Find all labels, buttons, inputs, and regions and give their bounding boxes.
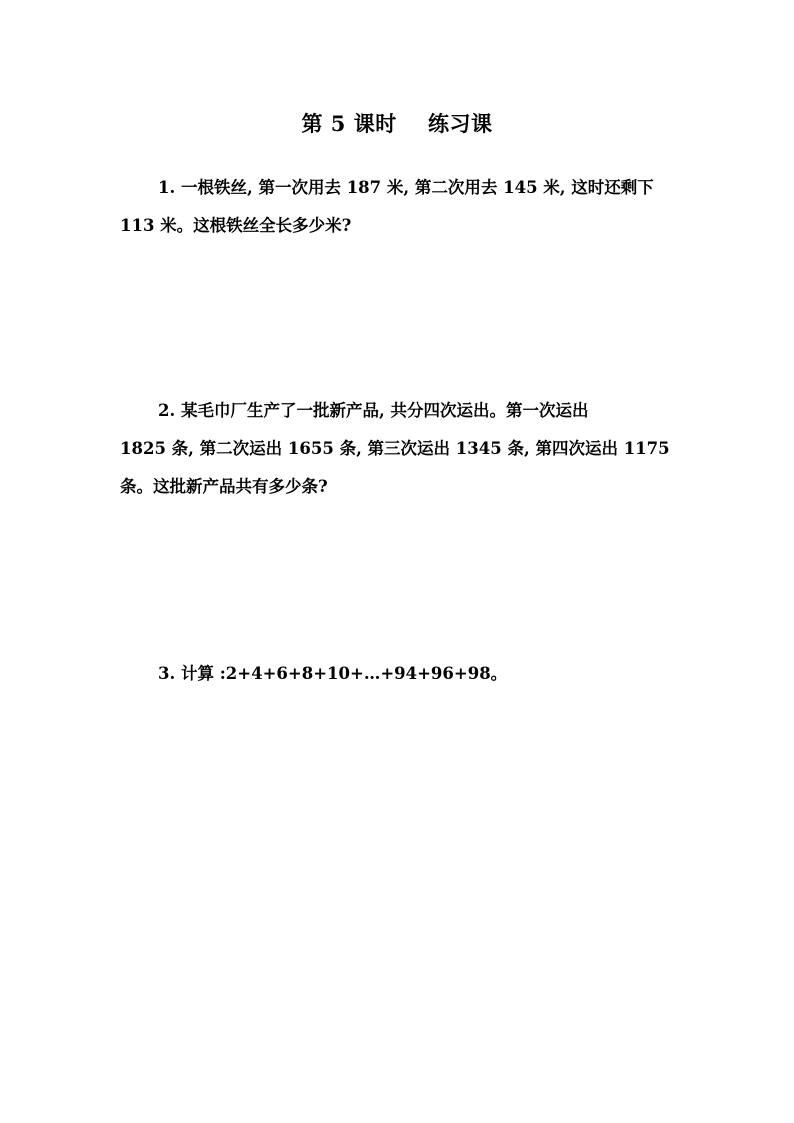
problem-3-line-1: 3. 计算 :2+4+6+8+10+…+94+96+98。 (158, 664, 508, 683)
problem-1-line-1: 1. 一根铁丝, 第一次用去 187 米, 第二次用去 145 米, 这时还剩下 (158, 178, 654, 197)
problem-1 (120, 169, 680, 245)
problem-1-line-2: 113 米。这根铁丝全长多少米? (120, 216, 352, 235)
problem-2-line-2: 1825 条, 第二次运出 1655 条, 第三次运出 1345 条, 第四次运出 1175 (120, 439, 670, 458)
problem-2-line-1: 2. 某毛巾厂生产了一批新产品, 共分四次运出。第一次运出 (158, 401, 589, 420)
problem-3 (120, 655, 680, 693)
problem-2-line-3: 条。这批新产品共有多少条? (120, 477, 328, 496)
page-title: 第 5 课时 练习课 (301, 111, 493, 136)
problem-2 (120, 392, 680, 506)
